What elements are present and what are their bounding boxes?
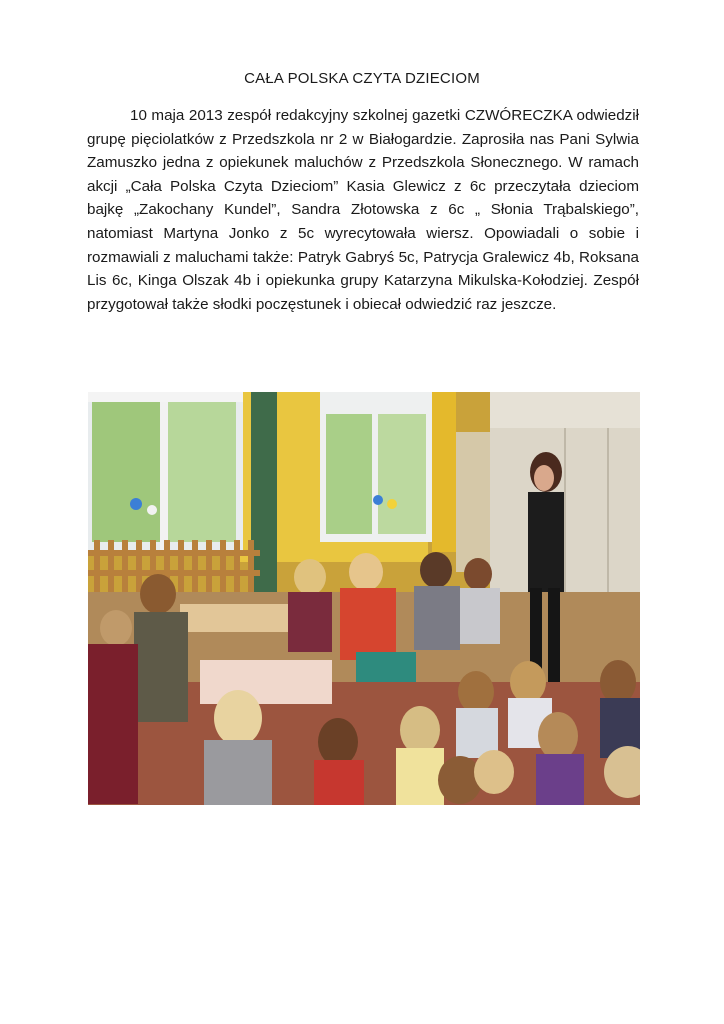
document-title: CAŁA POLSKA CZYTA DZIECIOM: [244, 70, 480, 87]
classroom-photo: [88, 392, 640, 805]
document-paragraph: 10 maja 2013 zespół redakcyjny szkolnej gazetki CZWÓRECZKA odwiedził grupę pięciolatków z Przedszkola nr 2 w Białogardzie. Zaprosiła nas Pani Sylwia Zamuszko jedna z opiekunek maluchów z Przedszkola Słonecznego. W ramach akcji „Cała Polska Czyta Dzieciom” Kasia Glewicz z 6c przeczytała dzieciom bajkę „Zakochany Kundel”, Sandra Złotowska z 6c „ Słonia Trąbalskiego”, natomiast Martyna Jonko z 5c wyrecytowała wiersz. Opowiadali o sobie i rozmawiali z maluchami także: Patryk Gabryś 5c, Patrycja Gralewicz 4b, Roksana Lis 6c, Kinga Olszak 4b i opiekunka grupy Katarzyna Mikulska-Kołodziej. Zespół przygotował także słodki poczęstunek i obiecał odwiedzić raz jeszcze.: [87, 107, 639, 313]
